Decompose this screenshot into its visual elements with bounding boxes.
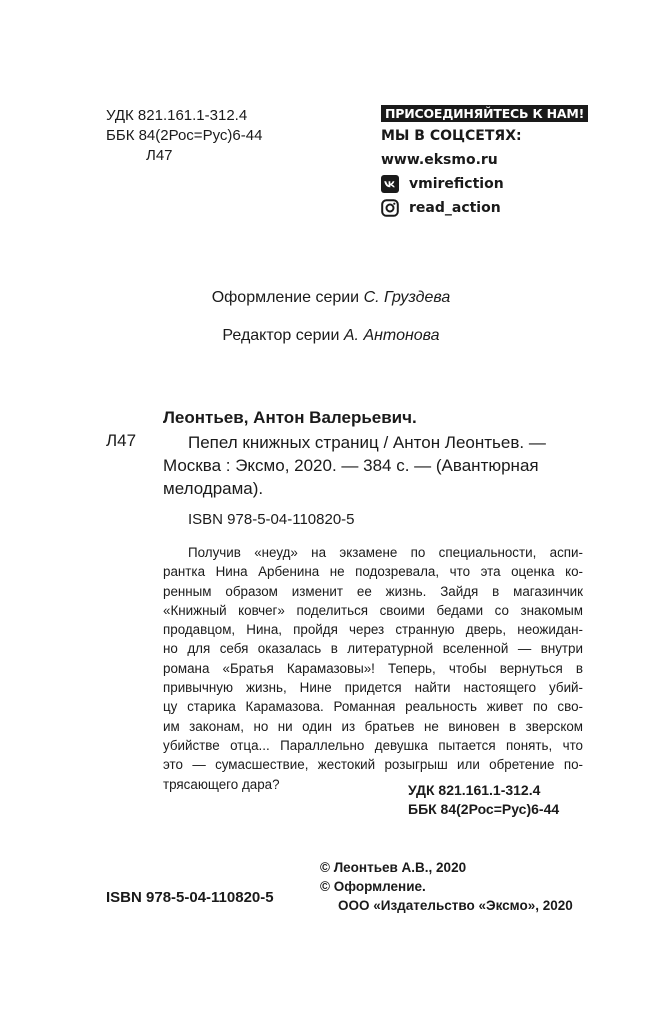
annotation-line: романа «Братья Карамазовы»! Теперь, чтобы вернуться в — [163, 660, 583, 676]
join-banner: ПРИСОЕДИНЯЙТЕСЬ К НАМ! — [381, 106, 586, 122]
footer-udk: УДК 821.161.1-312.4 — [408, 782, 541, 798]
annotation-line: им законам, но ни один из братьев не виновен в зверском — [163, 718, 583, 734]
footer-codes — [408, 781, 559, 819]
annotation-line: убийстве отца... Параллельно девушка пытается понять, что — [163, 737, 583, 753]
annotation-line: трясающего дара? — [163, 776, 280, 792]
annotation — [163, 543, 583, 794]
networks-title: МЫ В СОЦСЕТЯХ: — [381, 128, 522, 144]
annotation-line: рантка Нина Арбенина не подозревала, что эта оценка ко- — [163, 564, 583, 580]
editor-label: Редактор серии — [222, 327, 340, 344]
instagram-handle: read_action — [409, 200, 501, 216]
bib-sign: Л47 — [106, 431, 137, 450]
bib-line: Москва : Эксмо, 2020. — 384 с. — (Авантюрная — [163, 456, 539, 475]
series-editor-credit — [0, 327, 662, 345]
annotation-line: «Книжный ковчег» поделиться своими бедами со знакомым — [163, 602, 583, 618]
design-label: Оформление серии — [211, 289, 360, 306]
udk-code: УДК 821.161.1-312.4 — [106, 107, 248, 124]
annotation-line: привычную жизнь, Нине придется найти настоящего убий- — [163, 680, 583, 696]
author-heading: Леонтьев, Антон Валерьевич. — [163, 408, 417, 427]
footer-bbk: ББК 84(2Рос=Рус)6-44 — [408, 801, 560, 817]
isbn: ISBN 978-5-04-110820-5 — [188, 511, 355, 528]
bib-line: мелодрама). — [163, 479, 264, 498]
vk-icon — [381, 175, 399, 193]
bib-line: Пепел книжных страниц / Антон Леонтьев. — — [188, 433, 546, 452]
instagram-link[interactable] — [381, 198, 586, 218]
annotation-line: ренным образом изменит ее жизнь. Зайдя в магазинчик — [163, 583, 583, 599]
vk-handle: vmirefiction — [409, 176, 504, 192]
annotation-line: продавцом, Нина, пройдя через странную дверь, неожидан- — [163, 622, 583, 638]
annotation-line: Получив «неуд» на экзамене по специальности, аспи- — [188, 545, 583, 560]
copyright-publisher: ООО «Издательство «Эксмо», 2020 — [338, 898, 573, 913]
copyright-author: © Леонтьев А.В., 2020 — [320, 860, 467, 875]
annotation-line: но для себя оказалась в литературной вселенной — внутри — [163, 641, 583, 657]
annotation-line: цу старика Карамазова. Романная реальность живет по сво- — [163, 699, 583, 715]
bibliographic-description — [163, 431, 583, 500]
website-link[interactable]: www.eksmo.ru — [381, 152, 498, 168]
bbk-code: ББК 84(2Рос=Рус)6-44 — [106, 127, 263, 144]
social-block — [381, 106, 586, 218]
vk-link[interactable] — [381, 174, 586, 194]
instagram-icon — [381, 199, 399, 217]
classification-codes — [106, 106, 262, 166]
editor-name: А. Антонова — [343, 327, 440, 344]
footer-isbn: ISBN 978-5-04-110820-5 — [106, 889, 274, 906]
annotation-line: это — сумасшествие, жестокий розыгрыш или обретение по- — [163, 757, 583, 773]
series-design-credit — [0, 289, 662, 307]
design-name: С. Груздева — [363, 289, 451, 306]
copyright-block — [320, 858, 573, 915]
author-sign: Л47 — [146, 147, 173, 164]
copyright-design: © Оформление. — [320, 879, 426, 894]
